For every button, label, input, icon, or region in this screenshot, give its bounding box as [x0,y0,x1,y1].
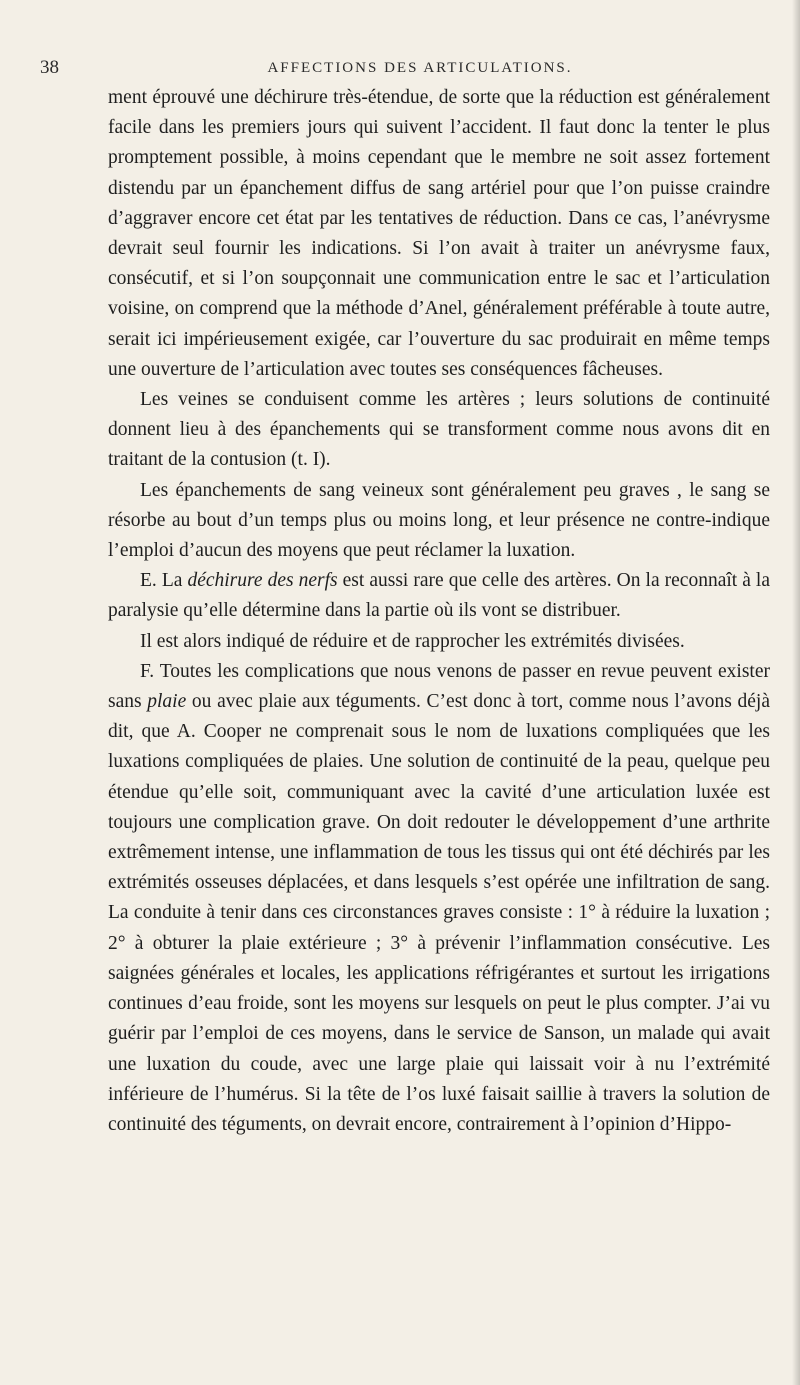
paragraph-6-rest: ou avec plaie aux téguments. C’est donc à tort, comme nous l’avons déjà dit, que A. Cooper ne comprenait sous le nom de luxations compliquées que les luxations compliquées de plaies. Une solution de continuité de la peau, quelque peu étendue qu’elle soit, communiquant avec la cavité d’une articulation luxée est toujours une complication grave. On doit redouter le développement d’une arthrite extrêmement intense, une inflammation de tous les tissus qui ont été déchirés par les extrémités osseuses déplacées, et dans lesquels s’est opérée une infiltration de sang. La conduite à tenir dans ces circonstances graves consiste : 1° à réduire la luxation ; 2° à obturer la plaie extérieure ; 3° à prévenir l’inflammation consécutive. Les saignées générales et locales, les applications réfrigérantes et surtout les irrigations continues d’eau froide, sont les moyens sur lesquels on peut le plus compter. J’ai vu guérir par l’emploi de ces moyens, dans le service de Sanson, un malade qui avait une luxation du coude, avec une large plaie qui laissait voir à nu l’extrémité inférieure de l’humérus. Si la tête de l’os luxé faisait saillie à travers la solution de continuité des téguments, on devrait encore, contrairement à l’opinion d’Hippo- [108,691,770,1135]
body-text [108,83,770,1140]
paragraph-4-emphasis: déchirure des nerfs [187,570,338,592]
running-head [40,56,770,80]
paragraph-6-emphasis: plaie [147,691,187,713]
paragraph-6-lead: F. Toutes les complications que nous venons de passer en revue peuvent exister sans [108,660,770,713]
paragraph-1: ment éprouvé une déchirure très-étendue, de sorte que la réduction est généralement facile dans les premiers jours qui suivent l’accident. Il faut donc la tenter le plus promptement possible, à moins cependant que le membre ne soit assez fortement distendu par un épanchement diffus de sang artériel pour que l’on puisse craindre d’aggraver encore cet état par les tentatives de réduction. Dans ce cas, l’anévrysme devrait seul fournir les indications. Si l’on avait à traiter un anévrysme faux, consécutif, et si l’on soupçonnait une communication entre le sac et l’articulation voisine, on comprend que la méthode d’Anel, généralement préférable à toute autre, serait ici impérieusement exigée, car l’ouverture du sac produirait en même temps une ouverture de l’articulation avec toutes ses conséquences fâcheuses. [108,87,770,380]
paragraph-4-rest: est aussi rare que celle des artères. On la reconnaît à la paralysie qu’elle détermine dans la partie où ils vont se distribuer. [108,570,770,622]
paragraph-4 [108,566,770,626]
page-number: 38 [40,57,59,78]
paragraph-3: Les épanchements de sang veineux sont généralement peu graves , le sang se résorbe au bout d’un temps plus ou moins long, et leur présence ne contre-indique l’emploi d’aucun des moyens que peut réclamer la luxation. [108,479,770,562]
paragraph-6 [108,657,770,1140]
paragraph-2: Les veines se conduisent comme les artères ; leurs solutions de continuité donnent lieu à des épanchements qui se transforment comme nous avons dit en traitant de la contusion (t. I). [108,389,770,471]
page-edge-shadow [792,0,800,1385]
paragraph-4-lead: E. La [140,570,188,592]
running-title: AFFECTIONS DES ARTICULATIONS. [267,60,573,76]
paragraph-5: Il est alors indiqué de réduire et de rapprocher les extrémités divisées. [140,630,685,652]
